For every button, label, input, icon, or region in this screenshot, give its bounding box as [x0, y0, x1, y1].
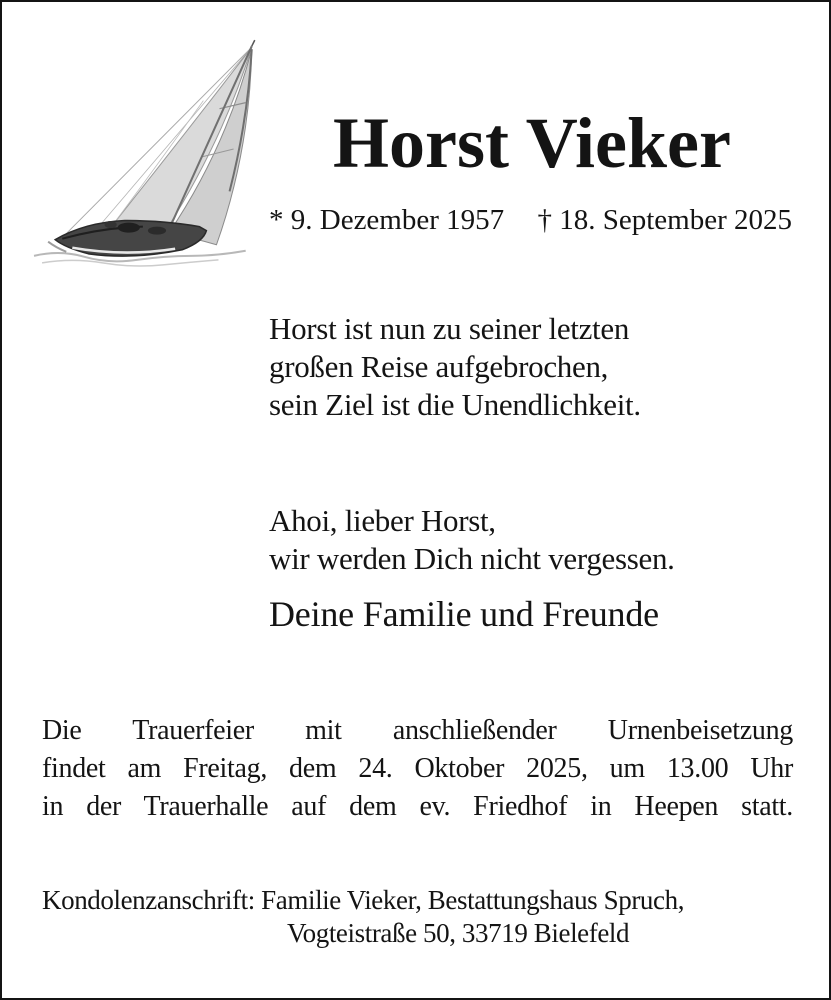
ceremony-line: findet am Freitag, dem 24. Oktober 2025, um 13.00 Uhr	[42, 753, 793, 784]
life-dates	[269, 202, 792, 238]
ceremony-line: in der Trauerhalle auf dem ev. Friedhof in Heepen statt.	[42, 791, 793, 822]
deceased-name: Horst Vieker	[333, 103, 731, 183]
memorial-verse	[269, 310, 641, 424]
ceremony-line: Die Trauerfeier mit anschließender Urnenbeisetzung	[42, 715, 793, 746]
farewell-line: wir werden Dich nicht vergessen.	[269, 541, 675, 576]
birth-date: * 9. Dezember 1957	[269, 204, 505, 236]
verse-line: sein Ziel ist die Unendlichkeit.	[269, 387, 641, 422]
verse-line: Horst ist nun zu seiner letzten	[269, 311, 630, 346]
death-date: † 18. September 2025	[537, 204, 792, 236]
farewell-line: Ahoi, lieber Horst,	[269, 503, 496, 538]
sailboat-illustration	[32, 30, 284, 272]
mourners-signature: Deine Familie und Freunde	[269, 594, 659, 634]
verse-line: großen Reise aufgebrochen,	[269, 349, 609, 384]
ceremony-details	[42, 712, 793, 826]
condolence-line-1: Kondolenzanschrift: Familie Vieker, Bestattungshaus Spruch,	[42, 885, 685, 915]
farewell-message	[269, 502, 675, 578]
condolence-address	[42, 884, 802, 950]
condolence-line-2: Vogteistraße 50, 33719 Bielefeld	[287, 918, 630, 948]
